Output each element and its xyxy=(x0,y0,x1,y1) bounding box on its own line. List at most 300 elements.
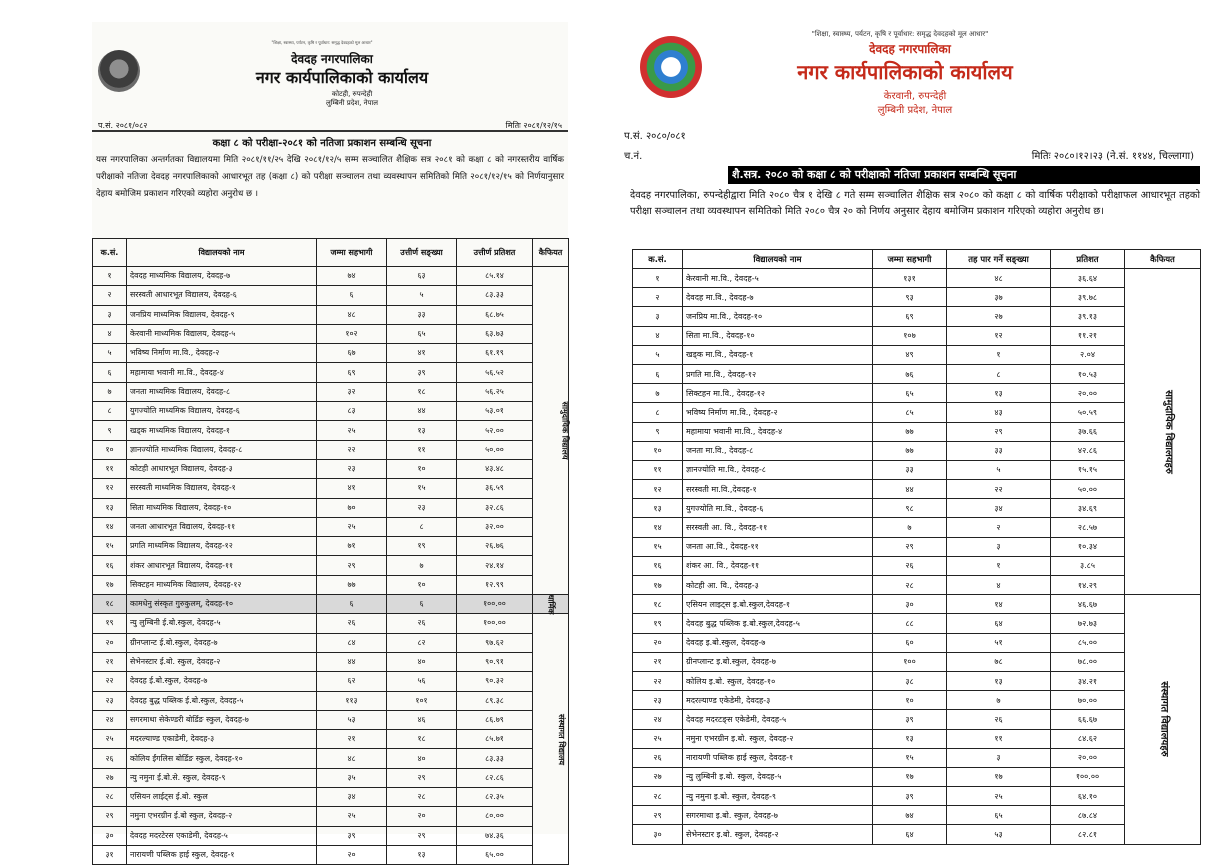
table-cell: ५६.५२ xyxy=(457,363,533,382)
table-row xyxy=(633,422,1201,441)
results-table xyxy=(632,249,1201,845)
table-cell: कामधेनु संस्कृत गुरुकुलम्, देवदह-१० xyxy=(127,595,317,614)
table-cell: ७ xyxy=(93,382,127,401)
table-cell: १ xyxy=(947,556,1051,575)
table-cell: देवदह बुद्ध पब्लिक इ.बो.स्कुल,देवदह-५ xyxy=(683,614,873,633)
table-row xyxy=(93,826,569,845)
table-row xyxy=(633,288,1201,307)
table-cell: ४८ xyxy=(947,269,1051,288)
table-row xyxy=(633,518,1201,537)
table-cell: ८ xyxy=(93,402,127,421)
table-cell: कोटही आधारभूत विद्यालय, देवदह-३ xyxy=(127,459,317,478)
column-header: तह पार गर्ने सङ्ख्या xyxy=(947,250,1051,269)
address-line: कोटही, रुपन्देही xyxy=(331,90,373,98)
notice-document-2081 xyxy=(92,22,570,860)
table-cell: १९ xyxy=(93,614,127,633)
office-name: नगर कार्यपालिकाको कार्यालय xyxy=(797,60,1013,84)
table-cell: १३ xyxy=(873,729,947,748)
table-row xyxy=(633,729,1201,748)
table-row xyxy=(93,595,569,614)
nepal-emblem-icon xyxy=(640,36,702,98)
table-cell: ४२.८६ xyxy=(1051,441,1125,460)
table-cell: २ xyxy=(93,286,127,305)
table-row xyxy=(633,806,1201,825)
table-cell: ६३ xyxy=(387,267,457,286)
table-cell: ८५ xyxy=(873,403,947,422)
table-cell: ११३ xyxy=(317,691,387,710)
table-row xyxy=(93,344,569,363)
table-cell: ८२ xyxy=(387,633,457,652)
table-cell: ३९ xyxy=(317,826,387,845)
table-cell: जनता माध्यमिक विद्यालय, देवदह-८ xyxy=(127,382,317,401)
table-cell: ५६ xyxy=(387,672,457,691)
table-cell: ३० xyxy=(873,595,947,614)
table-cell: २४ xyxy=(93,710,127,729)
table-cell: १७ xyxy=(633,576,683,595)
table-cell: १० xyxy=(93,440,127,459)
table-cell: ६० xyxy=(873,633,947,652)
table-cell: ७७ xyxy=(873,422,947,441)
table-cell: १००.०० xyxy=(457,595,533,614)
table-cell: २८ xyxy=(633,787,683,806)
table-cell: २२ xyxy=(633,671,683,690)
table-cell: भविष्य निर्माण मा.वि., देवदह-२ xyxy=(127,344,317,363)
table-cell: ४८ xyxy=(317,305,387,324)
table-cell: २२ xyxy=(317,440,387,459)
table-cell: ३ xyxy=(947,748,1051,767)
table-cell: ३९.१३ xyxy=(1051,307,1125,326)
table-cell: २६ xyxy=(317,614,387,633)
table-cell: १०० xyxy=(873,652,947,671)
column-header: कैफियत xyxy=(1125,250,1201,269)
table-cell: १३१ xyxy=(873,269,947,288)
remark-label: धार्मिक xyxy=(546,594,555,615)
table-cell: कोलिय इ.बो. स्कुल, देवदह-१० xyxy=(683,671,873,690)
table-cell: ४४ xyxy=(317,652,387,671)
table-row xyxy=(93,672,569,691)
table-cell: २९ xyxy=(93,807,127,826)
table-row xyxy=(93,537,569,556)
table-cell: ७१ xyxy=(317,537,387,556)
table-cell: ३४ xyxy=(947,499,1051,518)
table-cell: १७ xyxy=(873,767,947,786)
table-cell: सिता मा.वि., देवदह-१० xyxy=(683,326,873,345)
table-cell: १० xyxy=(387,459,457,478)
table-cell: ७०.०० xyxy=(1051,691,1125,710)
table-cell: ४४ xyxy=(873,480,947,499)
table-cell: २५ xyxy=(317,421,387,440)
municipality-name: देवदह नगरपालिका xyxy=(869,42,951,56)
remark-cell xyxy=(1125,269,1201,595)
table-cell: ४ xyxy=(93,324,127,343)
table-cell: २६.७६ xyxy=(457,537,533,556)
table-cell: २६ xyxy=(633,748,683,767)
address-line: लुम्बिनी प्रदेश, नेपाल xyxy=(877,105,953,116)
table-cell: ८२.८६ xyxy=(457,768,533,787)
table-cell: ६ xyxy=(317,286,387,305)
table-row xyxy=(633,767,1201,786)
table-cell: २४.१४ xyxy=(457,556,533,575)
table-row xyxy=(93,710,569,729)
table-cell: २० xyxy=(633,633,683,652)
table-cell: नारायणी पब्लिक हाई स्कुल, देवदह-१ xyxy=(127,845,317,864)
table-cell: ६९ xyxy=(317,363,387,382)
table-cell: २३ xyxy=(633,691,683,710)
table-cell: २६ xyxy=(93,749,127,768)
table-cell: ८५.१४ xyxy=(457,267,533,286)
table-row xyxy=(93,556,569,575)
table-row xyxy=(633,345,1201,364)
table-cell: ४९ xyxy=(873,345,947,364)
table-cell: ६५.०० xyxy=(457,845,533,864)
table-cell: ९ xyxy=(93,421,127,440)
table-row xyxy=(633,537,1201,556)
table-cell: नमुना एभरग्रीन इ.बो. स्कुल, देवदह-२ xyxy=(683,729,873,748)
column-header: विद्यालयको नाम xyxy=(683,250,873,269)
table-cell: ३२.८६ xyxy=(457,498,533,517)
table-cell: नमुना एभरग्रीन ई.बो स्कुल, देवदह-२ xyxy=(127,807,317,826)
table-cell: २०.०० xyxy=(1051,384,1125,403)
table-cell: १२ xyxy=(93,479,127,498)
notice-title: कक्षा ८ को परीक्षा-२०८१ को नतिजा प्रकाशन सम्बन्धि सूचना xyxy=(212,138,432,149)
column-header: विद्यालयको नाम xyxy=(127,239,317,267)
table-cell: सेभेनस्टार इ.बो. स्कुल, देवदह-२ xyxy=(683,825,873,844)
table-cell: ३९ xyxy=(873,787,947,806)
table-cell: १२ xyxy=(633,480,683,499)
table-cell: १ xyxy=(633,269,683,288)
table-cell: ११ xyxy=(633,460,683,479)
table-cell: १८ xyxy=(633,595,683,614)
table-row xyxy=(93,768,569,787)
table-row xyxy=(633,460,1201,479)
table-cell: ग्रीनप्लान्ट इ.बो.स्कुल, देवदह-७ xyxy=(683,652,873,671)
table-cell: सरस्वती मा.वि.,देवदह-१ xyxy=(683,480,873,499)
table-cell: ५ xyxy=(387,286,457,305)
table-cell: न्यु लुम्बिनी ई.बो.स्कुल, देवदह-५ xyxy=(127,614,317,633)
address-line: लुम्बिनी प्रदेश, नेपाल xyxy=(325,99,379,107)
table-row xyxy=(93,267,569,286)
table-row xyxy=(633,307,1201,326)
table-cell: ३४ xyxy=(317,788,387,807)
table-cell: २.०४ xyxy=(1051,345,1125,364)
table-cell: देवदह बुद्ध पब्लिक ई.बो.स्कुल, देवदह-५ xyxy=(127,691,317,710)
table-cell: केरवानी मा.वि., देवदह-५ xyxy=(683,269,873,288)
table-cell: १२.९९ xyxy=(457,575,533,594)
column-header: जम्मा सहभागी xyxy=(317,239,387,267)
table-cell: ३९.७८ xyxy=(1051,288,1125,307)
table-row xyxy=(93,324,569,343)
table-cell: ५२.०० xyxy=(457,421,533,440)
table-row xyxy=(93,402,569,421)
table-row xyxy=(93,691,569,710)
column-header: उत्तीर्ण प्रतिशत xyxy=(457,239,533,267)
table-cell: कोलिय ईंगलिस बोर्डिङ स्कुल, देवदह-१० xyxy=(127,749,317,768)
table-cell: ३९ xyxy=(387,363,457,382)
table-cell: ५०.०० xyxy=(1051,480,1125,499)
table-cell: २९ xyxy=(633,806,683,825)
table-cell: ३९ xyxy=(873,710,947,729)
table-cell: २२ xyxy=(947,480,1051,499)
table-cell: ६३.७३ xyxy=(457,324,533,343)
table-cell: ६१.१९ xyxy=(457,344,533,363)
table-row xyxy=(633,499,1201,518)
table-row xyxy=(93,363,569,382)
table-cell: शंकर आ. वि., देवदह-११ xyxy=(683,556,873,575)
dispatch-row xyxy=(624,148,1194,162)
table-cell: ७८ xyxy=(947,652,1051,671)
table-cell: ५१ xyxy=(947,633,1051,652)
table-cell: ६५ xyxy=(387,324,457,343)
table-cell: ६५ xyxy=(947,806,1051,825)
table-cell: ग्रीनप्लान्ट ई.बो.स्कुल, देवदह-७ xyxy=(127,633,317,652)
table-row xyxy=(633,691,1201,710)
table-cell: मदरल्याण्ड एकाडेमी, देवदह-३ xyxy=(127,730,317,749)
table-cell: २६ xyxy=(873,556,947,575)
table-cell: ३७.६६ xyxy=(1051,422,1125,441)
table-cell: २३ xyxy=(317,459,387,478)
table-cell: ८ xyxy=(633,403,683,422)
table-row xyxy=(93,633,569,652)
table-cell: ६६.६७ xyxy=(1051,710,1125,729)
table-row xyxy=(633,652,1201,671)
table-cell: १५ xyxy=(873,748,947,767)
reference-number: प.सं. २०८०/०८१ xyxy=(624,131,686,142)
table-cell: १७ xyxy=(947,767,1051,786)
table-cell: ९३ xyxy=(873,288,947,307)
table-cell: १५ xyxy=(633,537,683,556)
table-cell: ७ xyxy=(873,518,947,537)
remark-cell xyxy=(533,595,569,614)
table-cell: नारायणी पब्लिक हाई स्कुल, देवदह-१ xyxy=(683,748,873,767)
table-cell: २७ xyxy=(947,307,1051,326)
column-header: जम्मा सहभागी xyxy=(873,250,947,269)
table-cell: १३ xyxy=(93,498,127,517)
table-cell: ८३ xyxy=(317,402,387,421)
table-cell: ८४ xyxy=(317,633,387,652)
table-cell: १८ xyxy=(387,730,457,749)
table-cell: २१ xyxy=(93,652,127,671)
table-row xyxy=(93,807,569,826)
remark-cell xyxy=(1125,595,1201,844)
table-row xyxy=(93,749,569,768)
table-row xyxy=(93,479,569,498)
table-cell: ४० xyxy=(387,749,457,768)
nepal-emblem-icon xyxy=(98,50,140,92)
table-cell: ६४.१० xyxy=(1051,787,1125,806)
table-row xyxy=(633,556,1201,575)
table-row xyxy=(93,421,569,440)
notice-body: यस नगरपालिका अन्तर्गतका विद्यालयमा मिति २०८१/११/२५ देखि २०८१/१२/५ सम्म सञ्चालित शैक्षिक सत्र २०८१ को कक्षा ८ को नगरस्तरीय वार्षिक परीक्षाको नतिजा देवदह नगरपालिकाको आधारभूत तह (कक्षा ८) को परीक्षा सञ्चालन तथा व्यवस्थापन समितिको मिति २०८१/१२/१५ को निर्णयानुसार देहाय बमोजिम प्रकाशन गरिएको व्यहोरा अनुरोध छ । xyxy=(96,155,564,199)
table-cell: २८ xyxy=(873,576,947,595)
table-cell: ३७ xyxy=(947,288,1051,307)
table-cell: २९ xyxy=(387,768,457,787)
table-cell: ६४ xyxy=(947,614,1051,633)
remark-label: संस्थागत विद्यालयहरु xyxy=(1158,681,1170,757)
table-cell: देवदह माध्यमिक विद्यालय, देवदह-७ xyxy=(127,267,317,286)
table-cell: ६२ xyxy=(317,672,387,691)
table-cell: ७४ xyxy=(873,806,947,825)
column-header: प्रतिशत xyxy=(1051,250,1125,269)
table-cell: महामाया भवानी मा.वि., देवदह-४ xyxy=(127,363,317,382)
table-cell: २०.०० xyxy=(1051,748,1125,767)
table-row xyxy=(93,575,569,594)
table-cell: ४ xyxy=(947,576,1051,595)
column-header: कैफियत xyxy=(533,239,569,267)
remark-label: सामुदायिक विद्यालयहरु xyxy=(1162,389,1174,474)
table-cell: ज्ञानज्योति माध्यमिक विद्यालय, देवदह-८ xyxy=(127,440,317,459)
table-cell: ८ xyxy=(947,364,1051,383)
table-cell: १४ xyxy=(633,518,683,537)
table-row xyxy=(633,576,1201,595)
table-cell: जनता आ.वि., देवदह-११ xyxy=(683,537,873,556)
table-cell: ३४.६९ xyxy=(1051,499,1125,518)
table-cell: ३६.५९ xyxy=(457,479,533,498)
remark-label: सामुदायिक विद्यालय xyxy=(560,401,570,460)
table-cell: १८ xyxy=(93,595,127,614)
table-cell: खड्क माध्यमिक विद्यालय, देवदह-१ xyxy=(127,421,317,440)
table-row xyxy=(633,825,1201,844)
table-cell: ५ xyxy=(633,345,683,364)
table-cell: एसियन लाइट्स इ.बो.स्कुल,देवदह-१ xyxy=(683,595,873,614)
table-cell: खड्क मा.वि., देवदह-१ xyxy=(683,345,873,364)
table-cell: ६७ xyxy=(317,344,387,363)
table-row xyxy=(93,614,569,633)
table-cell: २८ xyxy=(387,788,457,807)
table-cell: १० xyxy=(633,441,683,460)
table-cell: २२ xyxy=(93,672,127,691)
table-cell: २३ xyxy=(387,498,457,517)
table-cell: ३२.०० xyxy=(457,517,533,536)
table-row xyxy=(633,480,1201,499)
table-cell: ३० xyxy=(93,826,127,845)
table-row xyxy=(633,748,1201,767)
table-cell: १३ xyxy=(947,384,1051,403)
table-cell: ६ xyxy=(93,363,127,382)
table-header-row xyxy=(93,239,569,267)
table-cell: २५ xyxy=(947,787,1051,806)
table-cell: ९८ xyxy=(873,499,947,518)
table-cell: ८५.७१ xyxy=(457,730,533,749)
table-cell: २९ xyxy=(947,422,1051,441)
table-cell: ४६ xyxy=(387,710,457,729)
table-header-row xyxy=(633,250,1201,269)
table-cell: देवदह मदरटङ्स एकेडेमी, देवदह-५ xyxy=(683,710,873,729)
table-row xyxy=(93,788,569,807)
table-cell: ११ xyxy=(93,459,127,478)
table-cell: ७७ xyxy=(873,441,947,460)
table-row xyxy=(633,614,1201,633)
table-cell: सेभेनस्टार ई.बो. स्कुल, देवदह-२ xyxy=(127,652,317,671)
table-cell: २५ xyxy=(317,517,387,536)
table-row xyxy=(633,787,1201,806)
table-cell: ७४.३६ xyxy=(457,826,533,845)
table-cell: ५३ xyxy=(947,825,1051,844)
table-cell: ७४ xyxy=(317,267,387,286)
table-cell: जनता मा.वि., देवदह-८ xyxy=(683,441,873,460)
table-cell: ५०.०० xyxy=(457,440,533,459)
table-cell: २९ xyxy=(317,556,387,575)
table-row xyxy=(633,633,1201,652)
table-cell: ३६.६४ xyxy=(1051,269,1125,288)
table-cell: २४ xyxy=(633,710,683,729)
table-cell: १०२ xyxy=(317,324,387,343)
table-cell: १३ xyxy=(633,499,683,518)
table-cell: ३४.२१ xyxy=(1051,671,1125,690)
table-row xyxy=(93,845,569,864)
table-cell: ७६ xyxy=(873,364,947,383)
table-row xyxy=(633,710,1201,729)
table-cell: ३३ xyxy=(947,441,1051,460)
table-row xyxy=(633,269,1201,288)
table-cell: ५६.२५ xyxy=(457,382,533,401)
table-cell: १ xyxy=(947,345,1051,364)
table-cell: २५ xyxy=(93,730,127,749)
table-cell: १४ xyxy=(93,517,127,536)
table-cell: ८०.०० xyxy=(457,807,533,826)
table-row xyxy=(93,382,569,401)
table-cell: १०.३४ xyxy=(1051,537,1125,556)
table-cell: ४० xyxy=(387,652,457,671)
table-cell: प्रगति माध्यमिक विद्यालय, देवदह-१२ xyxy=(127,537,317,556)
table-cell: भविष्य निर्माण मा.वि., देवदह-२ xyxy=(683,403,873,422)
notice-date: मितिः २०८०।१२।२३ (ने.सं. ११४४, चिल्लागा) xyxy=(1031,151,1194,162)
municipality-motto: "शिक्षा, स्वास्थ्य, पर्यटन, कृषि र पूर्वाधार: समृद्ध देवदहको मूल आधार" xyxy=(811,30,989,38)
table-cell: ४१ xyxy=(387,344,457,363)
table-cell: ७० xyxy=(317,498,387,517)
office-name: नगर कार्यपालिकाको कार्यालय xyxy=(255,68,429,87)
table-cell: ६५ xyxy=(873,384,947,403)
table-cell: १६ xyxy=(93,556,127,575)
table-row xyxy=(93,459,569,478)
table-cell: १० xyxy=(387,575,457,594)
table-cell: न्यु नमुना ई.बो.से. स्कुल, देवदह-९ xyxy=(127,768,317,787)
table-row xyxy=(93,517,569,536)
table-cell: २५ xyxy=(317,807,387,826)
table-cell: ७ xyxy=(387,556,457,575)
table-row xyxy=(633,441,1201,460)
table-cell: २१ xyxy=(317,730,387,749)
table-cell: ज्ञानज्योति मा.वि., देवदह-८ xyxy=(683,460,873,479)
table-cell: ८३.३३ xyxy=(457,286,533,305)
table-cell: २९ xyxy=(387,826,457,845)
table-cell: ४८ xyxy=(317,749,387,768)
table-row xyxy=(633,364,1201,383)
table-cell: १००.०० xyxy=(1051,767,1125,786)
table-cell: ९०.३२ xyxy=(457,672,533,691)
table-cell: १००.०० xyxy=(457,614,533,633)
table-cell: १५ xyxy=(387,479,457,498)
table-cell: मदरल्याण्ड एकेडेमी, देवदह-३ xyxy=(683,691,873,710)
table-cell: २ xyxy=(633,288,683,307)
table-cell: ९०.९१ xyxy=(457,652,533,671)
table-cell: ८३.३३ xyxy=(457,749,533,768)
municipality-name: देवदह नगरपालिका xyxy=(291,52,373,66)
table-cell: ११ xyxy=(947,729,1051,748)
table-cell: १३ xyxy=(387,845,457,864)
table-cell: ८२.८१ xyxy=(1051,825,1125,844)
table-cell: जनप्रिय मा.वि., देवदह-१० xyxy=(683,307,873,326)
table-cell: १२ xyxy=(947,326,1051,345)
table-cell: २८ xyxy=(93,788,127,807)
table-cell: युगज्योति माध्यमिक विद्यालय, देवदह-६ xyxy=(127,402,317,421)
table-cell: २७ xyxy=(633,767,683,786)
table-cell: शंकर आधारभूत विद्यालय, देवदह-११ xyxy=(127,556,317,575)
table-cell: १३ xyxy=(387,421,457,440)
table-cell: १५ xyxy=(93,537,127,556)
address-line: केरवानी, रुपन्देही xyxy=(883,91,947,102)
table-cell: जनप्रिय माध्यमिक विद्यालय, देवदह-९ xyxy=(127,305,317,324)
table-cell: २० xyxy=(93,633,127,652)
